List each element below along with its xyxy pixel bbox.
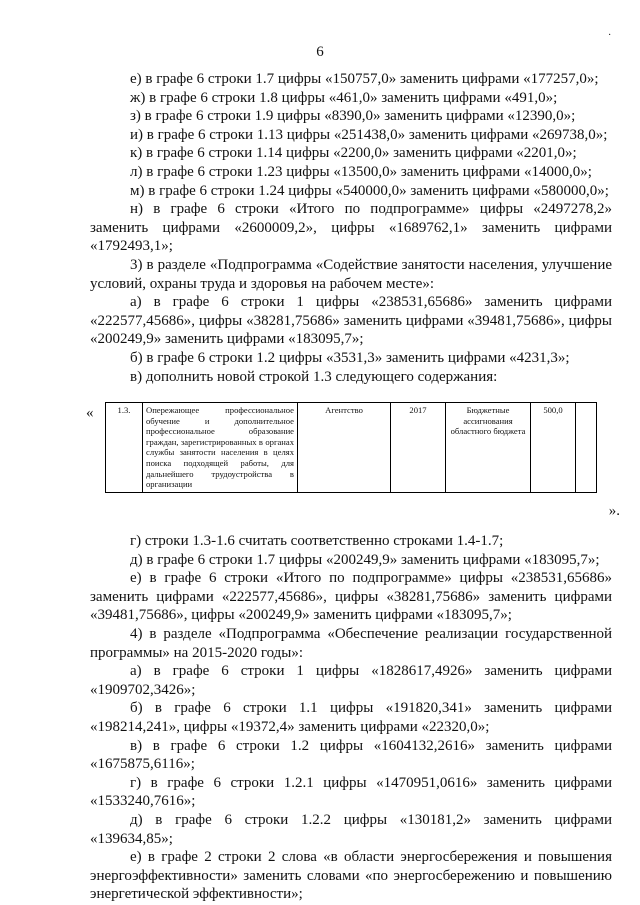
cell-year: 2017 (391, 403, 446, 493)
paragraph-z: з) в графе 6 строки 1.9 цифры «8390,0» заменить цифрами «12390,0»; (130, 108, 576, 125)
paragraph-m: м) в графе 6 строки 1.24 цифры «540000,0» заменить цифрами «580000,0»; (130, 182, 609, 199)
cell-number: 1.3. (106, 403, 143, 493)
open-quote: « (86, 405, 94, 422)
table-row (106, 403, 597, 493)
close-quote: ». (608, 503, 620, 520)
paragraph-4b: б) в графе 6 строки 1.1 цифры «191820,341» заменить цифрами «198214,241», цифры «19372,4» заменить цифрами «22320,0»; (90, 700, 612, 736)
document-body (86, 70, 620, 904)
paragraph-i: и) в графе 6 строки 1.13 цифры «251438,0» заменить цифрами «269738,0»; (130, 126, 608, 143)
section-3-heading: 3) в разделе «Подпрограмма «Содействие занятости населения, улучшение условий, охраны труда и здоровья на рабочем месте»: (90, 256, 612, 292)
paragraph-4v: в) в графе 6 строки 1.2 цифры «1604132,2616» заменить цифрами «1675875,6116»; (90, 737, 612, 773)
paragraph-3v: в) дополнить новой строкой 1.3 следующего содержания: (130, 368, 498, 385)
cell-name: Опережающее профессиональное обучение и дополнительное профессиональное образование граждан, зарегистрированных в органах службы занятости населения в целях поиска подходящей работы, для дальнейшего трудоустройства в организации (143, 403, 298, 493)
section-4-heading: 4) в разделе «Подпрограмма «Обеспечение реализации государственной программы» на 2015-2020 годы»: (90, 626, 612, 661)
page-number: 6 (316, 44, 324, 60)
cell-amount: 500,0 (531, 403, 576, 493)
paragraph-4g: г) в графе 6 строки 1.2.1 цифры «1470951,0616» заменить цифрами «1533240,7616»; (90, 774, 612, 810)
paragraph-3d: д) в графе 6 строки 1.7 цифры «200249,9» заменить цифрами «183095,7»; (130, 551, 600, 568)
cell-source: Бюджетные ассигнования областного бюджета (446, 403, 531, 493)
corner-mark: · (608, 30, 612, 41)
paragraph-l: л) в графе 6 строки 1.23 цифры «13500,0» заменить цифрами «14000,0»; (130, 163, 592, 180)
paragraph-3g: г) строки 1.3-1.6 считать соответственно строками 1.4-1.7; (130, 533, 504, 550)
inserted-row-block (86, 398, 620, 528)
paragraph-k: к) в графе 6 строки 1.14 цифры «2200,0» заменить цифрами «2201,0»; (130, 145, 577, 162)
paragraph-4d: д) в графе 6 строки 1.2.2 цифры «130181,2» заменить цифрами «139634,85»; (90, 812, 612, 847)
paragraph-3b: б) в графе 6 строки 1.2 цифры «3531,3» заменить цифрами «4231,3»; (130, 349, 570, 366)
cell-executor: Агентство (298, 403, 391, 493)
paragraph-4e: е) в графе 2 строки 2 слова «в области энергосбережения и повышения энергоэффективности» заменить словами «по энергосбережению и повышению энергетической эффективности»; (90, 849, 612, 903)
paragraph-e: е) в графе 6 строки 1.7 цифры «150757,0» заменить цифрами «177257,0»; (130, 71, 599, 87)
paragraph-4a: а) в графе 6 строки 1 цифры «1828617,4926» заменить цифрами «1909702,3426»; (90, 663, 612, 698)
paragraph-3a: а) в графе 6 строки 1 цифры «238531,65686» заменить цифрами «222577,45686», цифры «38281,75686» заменить цифрами «39481,75686», цифры «200249,9» заменить цифрами «183095,7»; (90, 294, 612, 348)
cell-extra (576, 403, 597, 493)
paragraph-n: н) в графе 6 строки «Итого по подпрограмме» цифры «2497278,2» заменить цифрами «2600009,2», цифры «1689762,1» заменить цифрами «1792493,1»; (90, 201, 612, 255)
inserted-table (105, 402, 597, 493)
paragraph-3e: е) в графе 6 строки «Итого по подпрограмме» цифры «238531,65686» заменить цифрами «222577,45686», цифры «38281,75686» заменить цифрами «39481,75686», цифры «200249,9» заменить цифрами «183095,7»; (90, 570, 612, 624)
paragraph-zh: ж) в графе 6 строки 1.8 цифры «461,0» заменить цифрами «491,0»; (130, 89, 558, 106)
